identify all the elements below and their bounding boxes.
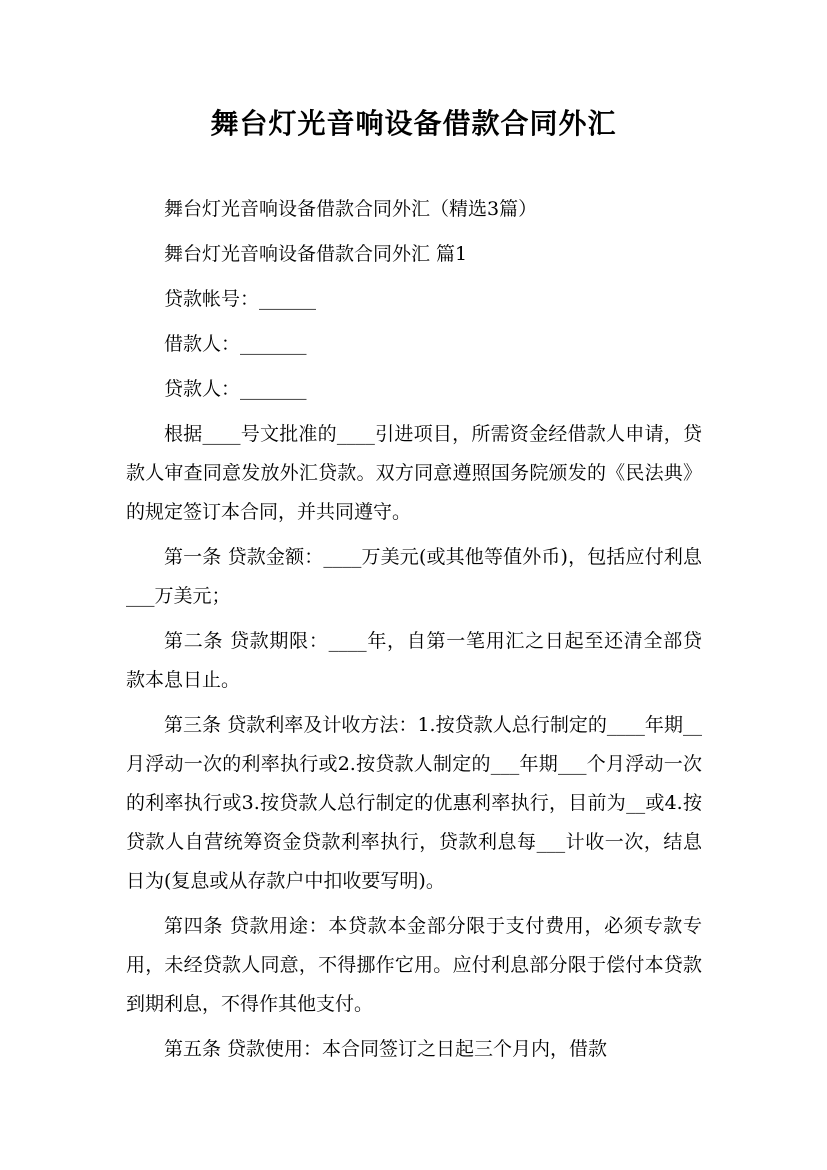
paragraph-lender: 贷款人：_______: [164, 378, 307, 400]
paragraph-loan-account: 贷款帐号：______: [164, 288, 317, 310]
paragraph-article-2: 第二条 贷款期限：____年，自第一笔用汇之日起至还清全部贷款本息日止。: [126, 630, 702, 691]
paragraph-article-5: 第五条 贷款使用：本合同签订之日起三个月内，借款: [164, 1038, 608, 1060]
document-body: [126, 190, 702, 1075]
paragraph-section-heading: 舞台灯光音响设备借款合同外汇 篇1: [164, 243, 468, 265]
paragraph-article-4: 第四条 贷款用途：本贷款本金部分限于支付费用，必须专款专用，未经贷款人同意，不得挪作它用。应付利息部分限于偿付本贷款到期利息，不得作其他支付。: [126, 915, 702, 1015]
paragraph-article-3: 第三条 贷款利率及计收方法：1.按贷款人总行制定的____年期__月浮动一次的利率执行或2.按贷款人制定的___年期___个月浮动一次的利率执行或3.按贷款人总行制定的优惠利率执行，目前为__或4.按贷款人自营统筹资金贷款利率执行，贷款利息每___计收一次，结息日为(复息或从存款户中扣收要写明)。: [126, 714, 702, 892]
paragraph-preamble: 根据____号文批准的____引进项目，所需资金经借款人申请，贷款人审查同意发放外汇贷款。双方同意遵照国务院颁发的《民法典》的规定签订本合同，并共同遵守。: [126, 423, 702, 523]
document-title: 舞台灯光音响设备借款合同外汇: [210, 107, 617, 140]
paragraph-article-1: 第一条 贷款金额：____万美元(或其他等值外币)，包括应付利息___万美元；: [126, 546, 702, 607]
paragraph-subtitle: 舞台灯光音响设备借款合同外汇（精选3篇）: [164, 198, 538, 220]
paragraph-borrower: 借款人：_______: [164, 333, 307, 355]
